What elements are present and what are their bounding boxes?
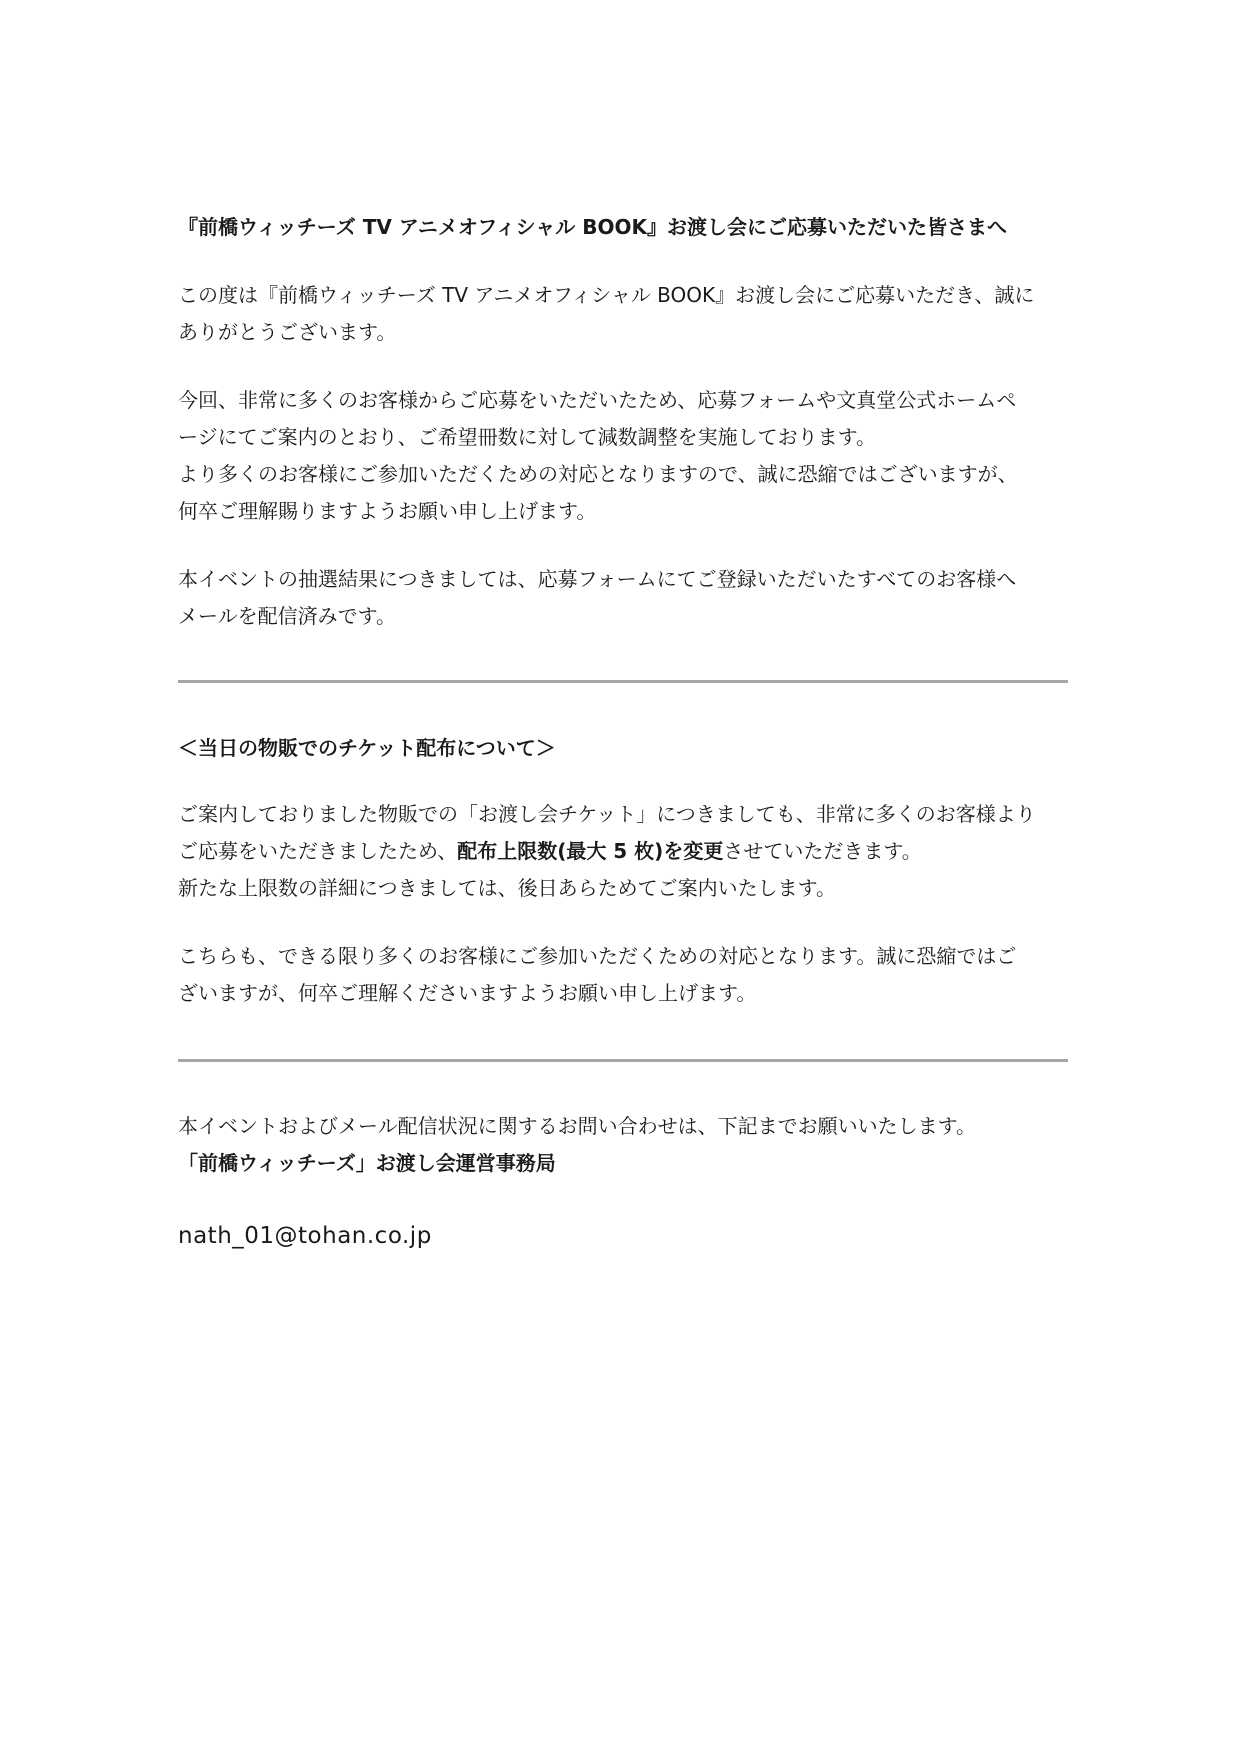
result-line: メールを配信済みです。 <box>178 604 396 628</box>
contact-block <box>178 1108 1068 1182</box>
ticket-line-prefix: ご応募をいただきましたため、 <box>178 839 458 863</box>
office-name: 「前橋ウィッチーズ」お渡し会運営事務局 <box>178 1151 556 1175</box>
intro-line: ありがとうございます。 <box>178 320 397 344</box>
result-line: 本イベントの抽選結果につきましては、応募フォームにてご登録いただいたすべてのお客様へ <box>178 567 1017 591</box>
result-paragraph <box>178 561 1068 635</box>
adjustment-line: 何卒ご理解賜りますようお願い申し上げます。 <box>178 499 597 523</box>
ticket-line: 新たな上限数の詳細につきましては、後日あらためてご案内いたします。 <box>178 876 836 900</box>
ticket-section-heading <box>178 730 1068 767</box>
section-divider <box>178 680 1068 683</box>
apology-line: こちらも、できる限り多くのお客様にご参加いただくための対応となります。誠に恐縮ではご <box>178 944 1017 968</box>
ticket-line-suffix: させていただきます。 <box>723 839 922 863</box>
inquiry-text: 本イベントおよびメール配信状況に関するお問い合わせは、下記までお願いいたします。 <box>178 1114 976 1138</box>
intro-line: この度は『前橋ウィッチーズ TV アニメオフィシャル BOOK』お渡し会にご応募いただき、誠に <box>178 283 1035 307</box>
ticket-paragraph <box>178 796 1068 907</box>
notice-title: 『前橋ウィッチーズ TV アニメオフィシャル BOOK』お渡し会にご応募いただいた皆さまへ <box>178 215 1007 239</box>
adjustment-line: 今回、非常に多くのお客様からご応募をいただいたため、応募フォームや文真堂公式ホームペ <box>178 388 1017 412</box>
adjustment-line: より多くのお客様にご参加いただくための対応となりますので、誠に恐縮ではございますが、 <box>178 462 1018 486</box>
section-divider <box>178 1059 1068 1062</box>
intro-paragraph <box>178 277 1068 351</box>
ticket-line <box>178 833 1068 870</box>
apology-paragraph <box>178 938 1068 1012</box>
contact-email[interactable]: nath_01@tohan.co.jp <box>178 1223 432 1249</box>
limit-change-emphasis: 配布上限数(最大 5 枚)を変更 <box>457 839 724 863</box>
ticket-heading-text: ＜当日の物販でのチケット配布について＞ <box>178 736 556 760</box>
adjustment-paragraph <box>178 382 1068 530</box>
adjustment-line: ージにてご案内のとおり、ご希望冊数に対して減数調整を実施しております。 <box>178 425 876 449</box>
apology-line: ざいますが、何卒ご理解くださいますようお願い申し上げます。 <box>178 981 757 1005</box>
ticket-line: ご案内しておりました物販での「お渡し会チケット」につきましても、非常に多くのお客様より <box>178 802 1036 826</box>
